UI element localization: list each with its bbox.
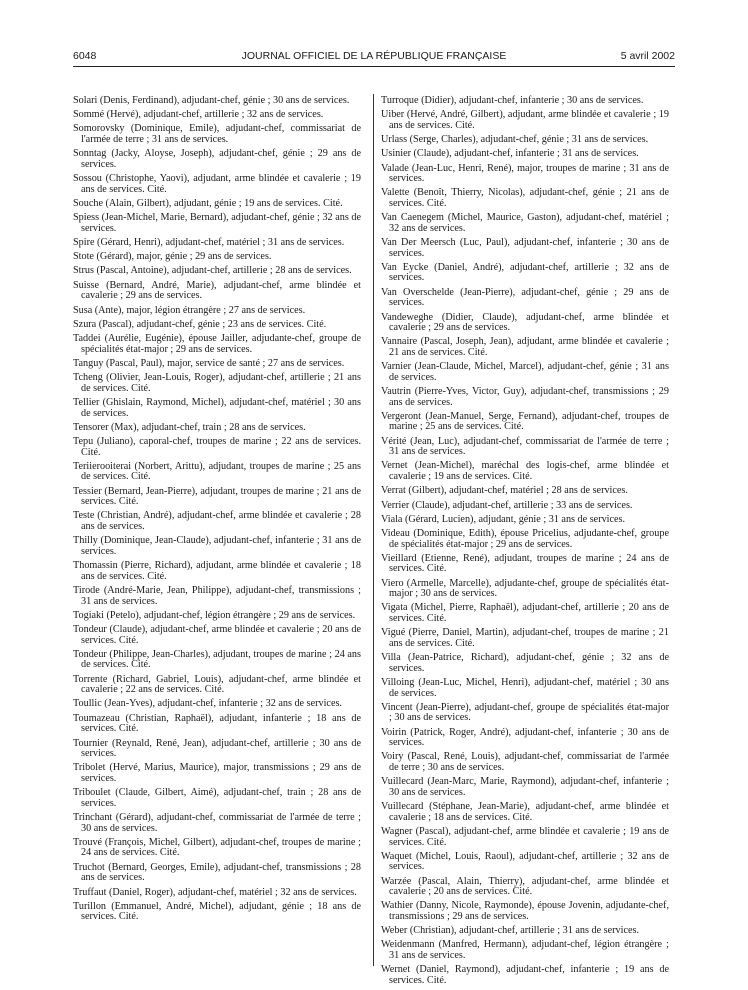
list-entry: Strus (Pascal, Antoine), adjudant-chef, artillerie ; 28 ans de services.	[73, 265, 352, 277]
list-entry: Sonntag (Jacky, Aloyse, Joseph), adjudant-chef, génie ; 29 ans de services.	[73, 148, 361, 170]
list-entry: Verrier (Claude), adjudant-chef, artillerie ; 33 ans de services.	[381, 499, 633, 511]
list-entry: Viero (Armelle, Marcelle), adjudante-chef, groupe de spécialités état-major ; 30 ans de services.	[381, 577, 669, 600]
list-entry: Vuillecard (Jean-Marc, Marie, Raymond), adjudant-chef, infanterie ; 30 ans de services.	[381, 776, 669, 798]
right-column	[381, 96, 669, 990]
list-entry: Vigué (Pierre, Daniel, Martin), adjudant-chef, troupes de marine ; 21 ans de services. Cité.	[381, 627, 669, 649]
list-entry: Szura (Pascal), adjudant-chef, génie ; 23 ans de services. Cité.	[73, 318, 327, 330]
list-entry: Vigata (Michel, Pierre, Raphaël), adjudant-chef, artillerie ; 20 ans de services. Cité.	[381, 602, 669, 625]
list-entry: Tellier (Ghislain, Raymond, Michel), adjudant-chef, matériel ; 30 ans de services.	[73, 396, 361, 419]
list-entry: Spiess (Jean-Michel, Marie, Bernard), adjudant-chef, génie ; 32 ans de services.	[73, 212, 361, 234]
list-entry: Vérité (Jean, Luc), adjudant-chef, commissariat de l'armée de terre ; 31 ans de services.	[381, 435, 669, 458]
list-entry: Usinier (Claude), adjudant-chef, infanterie ; 31 ans de services.	[381, 148, 639, 160]
list-entry: Tensorer (Max), adjudant-chef, train ; 28 ans de services.	[73, 421, 306, 433]
list-entry: Varnier (Jean-Claude, Michel, Marcel), adjudant-chef, génie ; 31 ans de services.	[381, 361, 669, 383]
list-entry: Teriierooiterai (Norbert, Arittu), adjudant, troupes de marine ; 25 ans de services. Cité.	[73, 460, 361, 483]
list-entry: Vernet (Jean-Michel), maréchal des logis-chef, arme blindée et cavalerie ; 19 ans de services. Cité.	[381, 460, 669, 483]
list-entry: Villa (Jean-Patrice, Richard), adjudant-chef, génie ; 32 ans de services.	[381, 652, 669, 674]
list-entry: Warzée (Pascal, Alain, Thierry), adjudant-chef, arme blindée et cavalerie ; 20 ans de services. Cité.	[381, 875, 669, 898]
publication-date: 5 avril 2002	[620, 50, 675, 62]
list-entry: Wathier (Danny, Nicole, Raymonde), épouse Jovenin, adjudante-chef, transmissions ; 29 ans de services.	[381, 900, 669, 923]
page-number: 6048	[73, 50, 97, 62]
list-entry: Teste (Christian, André), adjudant-chef, arme blindée et cavalerie ; 28 ans de services.	[73, 510, 361, 533]
list-entry: Thomassin (Pierre, Richard), adjudant, arme blindée et cavalerie ; 18 ans de services. Cité.	[73, 560, 361, 582]
list-entry: Van Overschelde (Jean-Pierre), adjudant-chef, génie ; 29 ans de services.	[381, 286, 669, 309]
list-entry: Weidenmann (Manfred, Hermann), adjudant-chef, légion étrangère ; 31 ans de services.	[381, 939, 669, 962]
list-entry: Van Caenegem (Michel, Maurice, Gaston), adjudant-chef, matériel ; 32 ans de services.	[381, 212, 669, 234]
list-entry: Vieillard (Etienne, René), adjudant, troupes de marine ; 24 ans de services. Cité.	[381, 552, 669, 575]
list-entry: Turroque (Didier), adjudant-chef, infanterie ; 30 ans de services.	[381, 95, 644, 106]
list-entry: Viala (Gérard, Lucien), adjudant, génie ; 31 ans de services.	[381, 513, 626, 525]
list-entry: Valette (Benoît, Thierry, Nicolas), adjudant-chef, génie ; 21 ans de services. Cité.	[381, 187, 669, 209]
column-divider	[373, 94, 374, 966]
list-entry: Susa (Ante), major, légion étrangère ; 27 ans de services.	[73, 304, 306, 316]
list-entry: Tournier (Reynald, René, Jean), adjudant-chef, artillerie ; 30 ans de services.	[73, 737, 361, 760]
list-entry: Solari (Denis, Ferdinand), adjudant-chef, génie ; 30 ans de services.	[73, 95, 350, 106]
list-entry: Vandeweghe (Didier, Claude), adjudant-chef, arme blindée et cavalerie ; 29 ans de services.	[381, 311, 669, 334]
list-entry: Tondeur (Claude), adjudant-chef, arme blindée et cavalerie ; 20 ans de services. Cité.	[73, 624, 361, 646]
list-entry: Spire (Gérard, Henri), adjudant-chef, matériel ; 31 ans de services.	[73, 237, 345, 249]
list-entry: Wernet (Daniel, Raymond), adjudant-chef, infanterie ; 19 ans de services. Cité.	[381, 964, 669, 986]
list-entry: Truchot (Bernard, Georges, Emile), adjudant-chef, transmissions ; 28 ans de services.	[73, 861, 361, 884]
list-entry: Souche (Alain, Gilbert), adjudant, génie ; 19 ans de services. Cité.	[73, 197, 343, 209]
list-entry: Taddei (Aurélie, Eugénie), épouse Jailler, adjudante-chef, groupe de spécialités état-major ; 29 ans de services.	[73, 333, 361, 355]
list-entry: Suisse (Bernard, André, Marie), adjudant-chef, arme blindée et cavalerie ; 29 ans de services.	[73, 279, 361, 302]
list-entry: Wagner (Pascal), adjudant-chef, arme blindée et cavalerie ; 19 ans de services. Cité.	[381, 825, 669, 848]
list-entry: Truffaut (Daniel, Roger), adjudant-chef, matériel ; 32 ans de services.	[73, 886, 357, 898]
page-header	[73, 48, 675, 64]
list-entry: Van Der Meersch (Luc, Paul), adjudant-chef, infanterie ; 30 ans de services.	[381, 237, 669, 259]
list-entry: Weber (Christian), adjudant-chef, artillerie ; 31 ans de services.	[381, 925, 640, 937]
list-entry: Voiry (Pascal, René, Louis), adjudant-chef, commissariat de l'armée de terre ; 30 ans de services.	[381, 751, 669, 774]
left-column	[73, 96, 361, 927]
list-entry: Sommé (Hervé), adjudant-chef, artillerie ; 32 ans de services.	[73, 109, 324, 121]
list-entry: Triboulet (Claude, Gilbert, Aimé), adjudant-chef, train ; 28 ans de services.	[73, 787, 361, 809]
list-entry: Tanguy (Pascal, Paul), major, service de santé ; 27 ans de services.	[73, 357, 345, 369]
list-entry: Togiaki (Petelo), adjudant-chef, légion étrangère ; 29 ans de services.	[73, 609, 356, 621]
list-entry: Vincent (Jean-Pierre), adjudant-chef, groupe de spécialités état-major ; 30 ans de services.	[381, 701, 669, 724]
list-entry: Van Eycke (Daniel, André), adjudant-chef, artillerie ; 32 ans de services.	[381, 261, 669, 284]
list-entry: Turillon (Emmanuel, André, Michel), adjudant, génie ; 18 ans de services. Cité.	[73, 900, 361, 923]
list-entry: Torrente (Richard, Gabriel, Louis), adjudant-chef, arme blindée et cavalerie ; 22 ans de services. Cité.	[73, 673, 361, 696]
list-entry: Trinchant (Gérard), adjudant-chef, commissariat de l'armée de terre ; 30 ans de services.	[73, 812, 361, 834]
list-entry: Tribolet (Hervé, Marius, Maurice), major, transmissions ; 29 ans de services.	[73, 762, 361, 784]
list-entry: Tessier (Bernard, Jean-Pierre), adjudant, troupes de marine ; 21 ans de services. Cité.	[73, 485, 361, 508]
list-entry: Toumazeau (Christian, Raphaël), adjudant, infanterie ; 18 ans de services. Cité.	[73, 712, 361, 735]
list-entry: Videau (Dominique, Edith), épouse Pricelius, adjudante-chef, groupe de spécialités état-major ; 29 ans de services.	[381, 528, 669, 550]
list-entry: Vautrin (Pierre-Yves, Victor, Guy), adjudant-chef, transmissions ; 29 ans de services.	[381, 385, 669, 408]
list-entry: Urlass (Serge, Charles), adjudant-chef, génie ; 31 ans de services.	[381, 134, 649, 146]
list-entry: Tirode (André-Marie, Jean, Philippe), adjudant-chef, transmissions ; 31 ans de services.	[73, 584, 361, 607]
list-entry: Vergeront (Jean-Manuel, Serge, Fernand), adjudant-chef, troupes de marine ; 25 ans de services. Cité.	[381, 410, 669, 433]
list-entry: Verrat (Gilbert), adjudant-chef, matériel ; 28 ans de services.	[381, 485, 628, 497]
list-entry: Stote (Gérard), major, génie ; 29 ans de services.	[73, 251, 272, 263]
list-entry: Villoing (Jean-Luc, Michel, Henri), adjudant-chef, matériel ; 30 ans de services.	[381, 676, 669, 699]
list-entry: Toullic (Jean-Yves), adjudant-chef, infanterie ; 32 ans de services.	[73, 698, 342, 710]
list-entry: Trouvé (François, Michel, Gilbert), adjudant-chef, troupes de marine ; 24 ans de services. Cité.	[73, 836, 361, 859]
list-entry: Valade (Jean-Luc, Henri, René), major, troupes de marine ; 31 ans de services.	[381, 162, 669, 185]
list-entry: Tcheng (Olivier, Jean-Louis, Roger), adjudant-chef, artillerie ; 21 ans de services. Cité.	[73, 372, 361, 394]
list-entry: Somorovsky (Dominique, Emile), adjudant-chef, commissariat de l'armée de terre ; 31 ans de services.	[73, 123, 361, 146]
list-entry: Thilly (Dominique, Jean-Claude), adjudant-chef, infanterie ; 31 ans de services.	[73, 535, 361, 557]
list-entry: Voirin (Patrick, Roger, André), adjudant-chef, infanterie ; 30 ans de services.	[381, 726, 669, 749]
header-rule	[73, 66, 675, 67]
list-entry: Tondeur (Philippe, Jean-Charles), adjudant, troupes de marine ; 24 ans de services. Cité.	[73, 648, 361, 671]
list-entry: Sossou (Christophe, Yaovi), adjudant, arme blindée et cavalerie ; 19 ans de services. Cité.	[73, 173, 361, 195]
journal-title: JOURNAL OFFICIEL DE LA RÉPUBLIQUE FRANÇAISE	[241, 50, 507, 62]
list-entry: Vuillecard (Stéphane, Jean-Marie), adjudant-chef, arme blindée et cavalerie ; 18 ans de services. Cité.	[381, 801, 669, 823]
list-entry: Vannaire (Pascal, Joseph, Jean), adjudant, arme blindée et cavalerie ; 21 ans de services. Cité.	[381, 336, 669, 358]
list-entry: Uiber (Hervé, André, Gilbert), adjudant, arme blindée et cavalerie ; 19 ans de services. Cité.	[381, 109, 669, 131]
list-entry: Tepu (Juliano), caporal-chef, troupes de marine ; 22 ans de services. Cité.	[73, 435, 361, 458]
list-entry: Waquet (Michel, Louis, Raoul), adjudant-chef, artillerie ; 32 ans de services.	[381, 850, 669, 873]
